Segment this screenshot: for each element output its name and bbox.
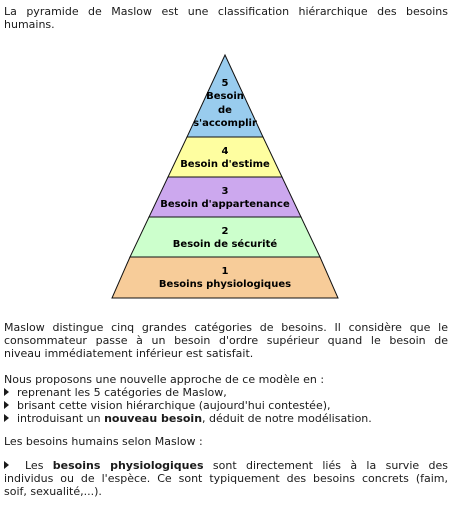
bullet-arrow-icon bbox=[4, 461, 9, 469]
level-5-label-line-2: de bbox=[218, 105, 232, 116]
level-1-number: 1 bbox=[221, 266, 229, 277]
level-5-label-line-1: Besoin bbox=[206, 91, 244, 102]
level-2-label: Besoin de sécurité bbox=[172, 239, 278, 250]
bullet-arrow-icon bbox=[4, 414, 9, 422]
intro-line-2: humains. bbox=[4, 18, 55, 31]
level-5-number: 5 bbox=[221, 78, 229, 89]
approach-heading: Nous proposons une nouvelle approche de ce modèle en : bbox=[4, 373, 325, 386]
pyramid-level-3 bbox=[149, 177, 301, 217]
para5-after: sont directement liés à la survie des bbox=[203, 459, 448, 472]
para2-line-3: niveau immédiatement inférieur est satisfait. bbox=[4, 347, 254, 360]
level-1-label: Besoins physiologiques bbox=[158, 279, 292, 290]
para5-before: Les bbox=[25, 459, 53, 472]
pyramid-level-1 bbox=[112, 257, 338, 298]
para2-line-1: Maslow distingue cinq grandes catégories de besoins. Il considère que le bbox=[4, 321, 448, 334]
bullet-item bbox=[4, 412, 448, 425]
bullet-text-before: introduisant un bbox=[17, 412, 105, 425]
para5-bold: besoins physiologiques bbox=[52, 459, 204, 472]
level-2-number: 2 bbox=[221, 226, 229, 237]
para2-line-2: consommateur passe à un besoin d'ordre supérieur quand le besoin de bbox=[4, 334, 448, 347]
bullet-item bbox=[4, 386, 448, 399]
level-4-number: 4 bbox=[221, 146, 229, 157]
intro-line-1: La pyramide de Maslow est une classification hiérarchique des besoins bbox=[4, 5, 448, 18]
bullet-arrow-icon bbox=[4, 388, 9, 396]
level-5-label-line-3: s'accomplir bbox=[193, 118, 257, 129]
pyramid-level-4 bbox=[168, 137, 282, 177]
bullet-arrow-icon bbox=[4, 401, 9, 409]
maslow-pyramid bbox=[84, 52, 368, 300]
bullet-text-bold: nouveau besoin bbox=[104, 412, 203, 425]
bullet-item bbox=[4, 399, 448, 412]
bullet-text: brisant cette vision hiérarchique (aujourd'hui contestée), bbox=[17, 399, 331, 412]
bullet-text: reprenant les 5 catégories de Maslow, bbox=[17, 386, 227, 399]
level-4-label: Besoin d'estime bbox=[180, 159, 270, 170]
para5-line-1 bbox=[4, 459, 448, 472]
pyramid-level-2 bbox=[130, 217, 320, 257]
bullet-text-after: , déduit de notre modélisation. bbox=[202, 412, 372, 425]
needs-intro: Les besoins humains selon Maslow : bbox=[4, 435, 203, 448]
level-3-label: Besoin d'appartenance bbox=[160, 199, 290, 210]
para5-line-3: soif, sexualité,...). bbox=[4, 485, 102, 498]
para5-line-2: individus ou de l'espèce. Ce sont typiquement des besoins concrets (faim, bbox=[4, 472, 448, 485]
level-3-number: 3 bbox=[221, 186, 229, 197]
